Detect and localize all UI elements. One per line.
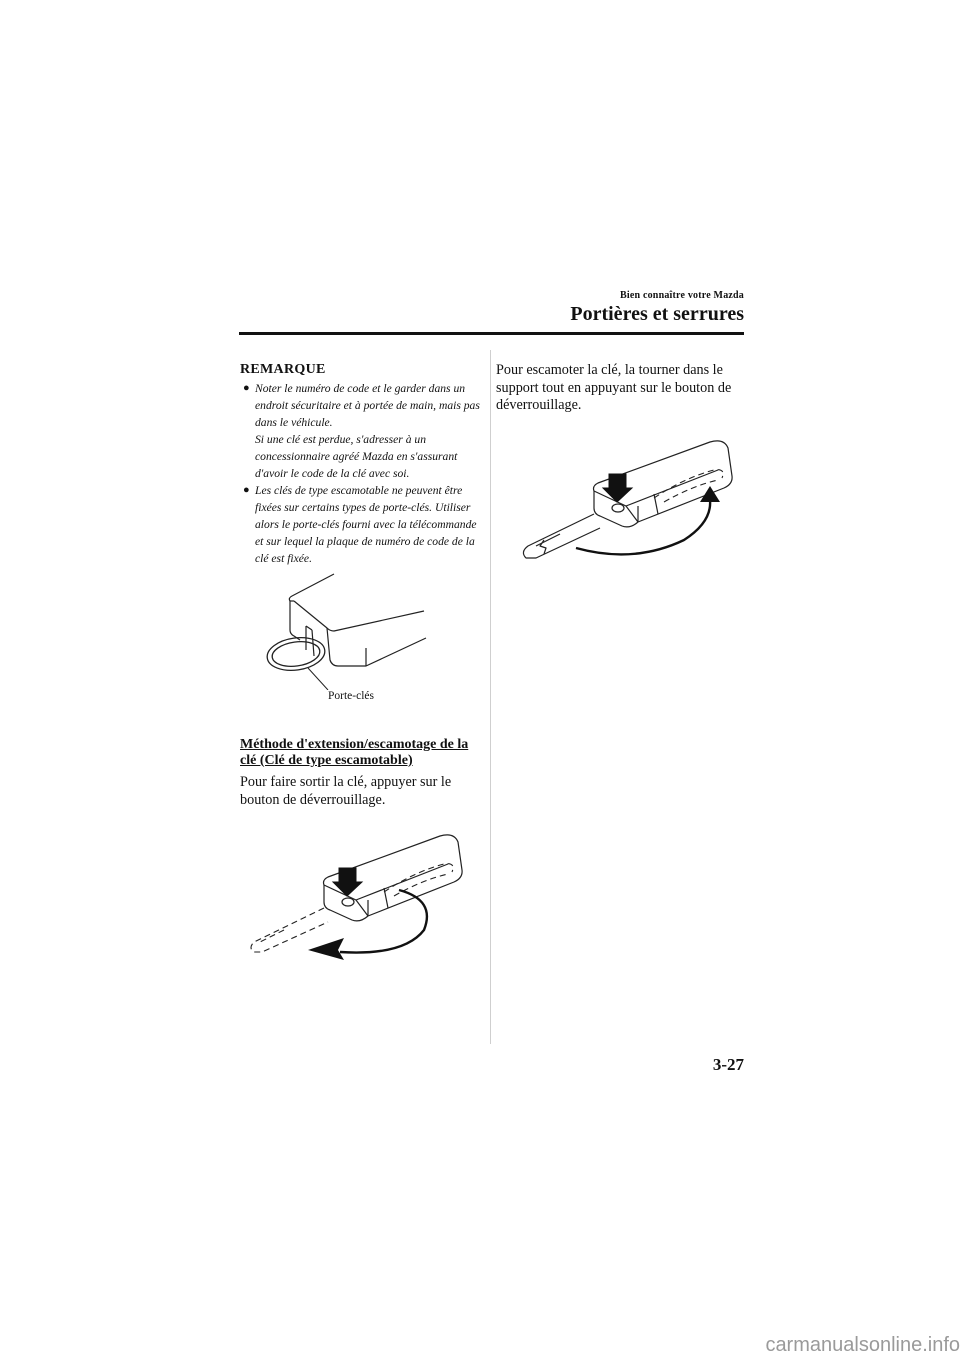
note-text: Si une clé est perdue, s'adresser à un concessionnaire agréé Mazda en s'assurant d'avoir le code de la clé avec soi.: [255, 433, 458, 480]
figure-keyring: [262, 568, 434, 702]
key-retract-illustration: [514, 436, 739, 568]
keyring-illustration: [262, 568, 434, 690]
note-text: Les clés de type escamotable ne peuvent être fixées sur certains types de porte-clés. Utiliser alors le porte-clés fourni avec la télécommande et sur lequel la plaque de numéro de code de la clé est fixée.: [255, 484, 477, 565]
bullet-icon: ●: [243, 382, 250, 394]
section-heading: Méthode d'extension/escamotage de la clé (Clé de type escamotable): [240, 737, 469, 768]
bullet-icon: ●: [243, 484, 250, 496]
note-item: [240, 482, 480, 567]
header-subtitle: Bien connaître votre Mazda: [620, 290, 744, 301]
note-heading: REMARQUE: [240, 362, 326, 377]
figure-key-extend: [244, 830, 469, 962]
watermark-text: carmanualsonline.info: [765, 1334, 960, 1356]
note-list: [240, 380, 480, 567]
page-number: 3-27: [712, 1055, 744, 1074]
page-title: Portières et serrures: [570, 303, 744, 325]
retract-instructions: Pour escamoter la clé, la tourner dans le support tout en appuyant sur le bouton de déverrouillage.: [496, 362, 732, 413]
figure-key-retract: [514, 436, 739, 568]
figure-label-keyring: Porte-clés: [328, 690, 374, 702]
key-extend-illustration: [244, 830, 469, 962]
note-block: [240, 362, 480, 567]
note-text: Noter le numéro de code et le garder dans un endroit sécuritaire et à portée de main, mais pas dans le véhicule.: [255, 382, 480, 429]
column-divider: [490, 350, 491, 1044]
header-rule: [239, 332, 744, 335]
note-item: [240, 380, 480, 482]
extend-instructions: Pour faire sortir la clé, appuyer sur le bouton de déverrouillage.: [240, 774, 452, 808]
